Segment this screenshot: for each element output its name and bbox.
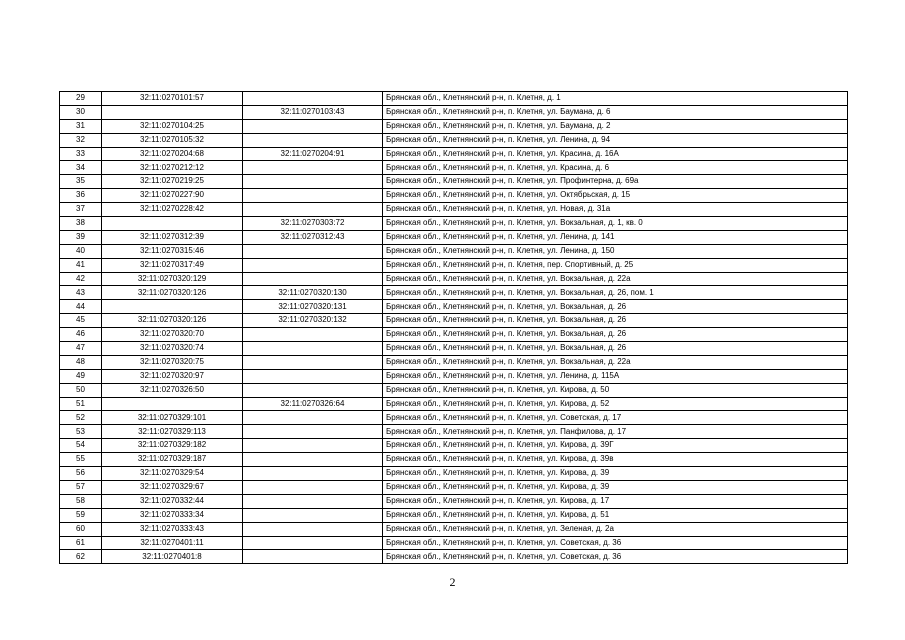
cadastral-number-cell: 32:11:0270320:70 [102, 328, 243, 342]
address-cell: Брянская обл., Клетнянский р-н, п. Клетня, ул. Вокзальная, д. 22а [383, 355, 848, 369]
address-cell: Брянская обл., Клетнянский р-н, п. Клетня, ул. Вокзальная, д. 26, пом. 1 [383, 286, 848, 300]
table-row [60, 147, 848, 161]
address-cell: Брянская обл., Клетнянский р-н, п. Клетня, ул. Панфилова, д. 17 [383, 425, 848, 439]
cadastral-number-cell: 32:11:0270329:113 [102, 425, 243, 439]
row-number-cell: 51 [60, 397, 102, 411]
related-cadastral-number-cell: 32:11:0270103:43 [243, 105, 383, 119]
related-cadastral-number-cell [243, 522, 383, 536]
table-row [60, 369, 848, 383]
cadastral-number-cell: 32:11:0270315:46 [102, 244, 243, 258]
cadastral-number-cell: 32:11:0270326:50 [102, 383, 243, 397]
cadastral-number-cell: 32:11:0270333:34 [102, 508, 243, 522]
row-number-cell: 59 [60, 508, 102, 522]
address-cell: Брянская обл., Клетнянский р-н, п. Клетня, ул. Вокзальная, д. 26 [383, 314, 848, 328]
address-cell: Брянская обл., Клетнянский р-н, п. Клетня, ул. Зеленая, д. 2а [383, 522, 848, 536]
address-cell: Брянская обл., Клетнянский р-н, п. Клетня, ул. Ленина, д. 115А [383, 369, 848, 383]
table-row [60, 286, 848, 300]
cadastral-table [59, 91, 848, 564]
related-cadastral-number-cell [243, 244, 383, 258]
table-row [60, 175, 848, 189]
related-cadastral-number-cell [243, 161, 383, 175]
table-row [60, 522, 848, 536]
row-number-cell: 45 [60, 314, 102, 328]
table-row [60, 439, 848, 453]
table-row [60, 244, 848, 258]
table-row [60, 230, 848, 244]
table-row [60, 258, 848, 272]
cadastral-number-cell [102, 217, 243, 231]
address-cell: Брянская обл., Клетнянский р-н, п. Клетня, ул. Вокзальная, д. 26 [383, 328, 848, 342]
table-row [60, 189, 848, 203]
address-cell: Брянская обл., Клетнянский р-н, п. Клетня, ул. Кирова, д. 39 [383, 467, 848, 481]
table-row [60, 425, 848, 439]
row-number-cell: 60 [60, 522, 102, 536]
row-number-cell: 31 [60, 119, 102, 133]
table-row [60, 550, 848, 564]
address-cell: Брянская обл., Клетнянский р-н, п. Клетня, ул. Октябрьская, д. 15 [383, 189, 848, 203]
address-cell: Брянская обл., Клетнянский р-н, п. Клетня, ул. Советская, д. 36 [383, 550, 848, 564]
address-cell: Брянская обл., Клетнянский р-н, п. Клетня, ул. Кирова, д. 39в [383, 453, 848, 467]
row-number-cell: 32 [60, 133, 102, 147]
table-row [60, 494, 848, 508]
table-row [60, 272, 848, 286]
row-number-cell: 29 [60, 92, 102, 106]
cadastral-number-cell: 32:11:0270401:8 [102, 550, 243, 564]
related-cadastral-number-cell [243, 369, 383, 383]
row-number-cell: 37 [60, 203, 102, 217]
cadastral-number-cell: 32:11:0270227:90 [102, 189, 243, 203]
address-cell: Брянская обл., Клетнянский р-н, п. Клетня, ул. Вокзальная, д. 26 [383, 300, 848, 314]
row-number-cell: 40 [60, 244, 102, 258]
row-number-cell: 57 [60, 480, 102, 494]
address-cell: Брянская обл., Клетнянский р-н, п. Клетня, ул. Баумана, д. 2 [383, 119, 848, 133]
cadastral-number-cell: 32:11:0270320:126 [102, 286, 243, 300]
table-row [60, 383, 848, 397]
related-cadastral-number-cell [243, 480, 383, 494]
cadastral-number-cell: 32:11:0270204:68 [102, 147, 243, 161]
address-cell: Брянская обл., Клетнянский р-н, п. Клетня, ул. Вокзальная, д. 26 [383, 342, 848, 356]
address-cell: Брянская обл., Клетнянский р-н, п. Клетня, ул. Кирова, д. 51 [383, 508, 848, 522]
cadastral-number-cell: 32:11:0270317:49 [102, 258, 243, 272]
cadastral-number-cell: 32:11:0270104:25 [102, 119, 243, 133]
cadastral-number-cell: 32:11:0270228:42 [102, 203, 243, 217]
row-number-cell: 35 [60, 175, 102, 189]
table-row [60, 355, 848, 369]
table-row [60, 453, 848, 467]
address-cell: Брянская обл., Клетнянский р-н, п. Клетня, ул. Кирова, д. 39 [383, 480, 848, 494]
related-cadastral-number-cell [243, 189, 383, 203]
cadastral-number-cell [102, 397, 243, 411]
cadastral-number-cell: 32:11:0270101:57 [102, 92, 243, 106]
related-cadastral-number-cell: 32:11:0270204:91 [243, 147, 383, 161]
row-number-cell: 47 [60, 342, 102, 356]
related-cadastral-number-cell [243, 411, 383, 425]
related-cadastral-number-cell: 32:11:0270303:72 [243, 217, 383, 231]
table-row [60, 342, 848, 356]
cadastral-number-cell: 32:11:0270212:12 [102, 161, 243, 175]
row-number-cell: 49 [60, 369, 102, 383]
address-cell: Брянская обл., Клетнянский р-н, п. Клетня, ул. Красина, д. 6 [383, 161, 848, 175]
cadastral-number-cell [102, 105, 243, 119]
related-cadastral-number-cell [243, 342, 383, 356]
table-row [60, 161, 848, 175]
address-cell: Брянская обл., Клетнянский р-н, п. Клетня, ул. Ленина, д. 150 [383, 244, 848, 258]
address-cell: Брянская обл., Клетнянский р-н, п. Клетня, ул. Кирова, д. 17 [383, 494, 848, 508]
table-row [60, 536, 848, 550]
related-cadastral-number-cell [243, 175, 383, 189]
table-row [60, 467, 848, 481]
table-row [60, 397, 848, 411]
row-number-cell: 42 [60, 272, 102, 286]
row-number-cell: 52 [60, 411, 102, 425]
row-number-cell: 58 [60, 494, 102, 508]
related-cadastral-number-cell: 32:11:0270312:43 [243, 230, 383, 244]
row-number-cell: 62 [60, 550, 102, 564]
related-cadastral-number-cell [243, 439, 383, 453]
table-row [60, 411, 848, 425]
cadastral-number-cell: 32:11:0270219:25 [102, 175, 243, 189]
address-cell: Брянская обл., Клетнянский р-н, п. Клетня, ул. Советская, д. 17 [383, 411, 848, 425]
related-cadastral-number-cell: 32:11:0270320:132 [243, 314, 383, 328]
row-number-cell: 61 [60, 536, 102, 550]
table-row [60, 314, 848, 328]
table-row [60, 480, 848, 494]
related-cadastral-number-cell [243, 425, 383, 439]
row-number-cell: 39 [60, 230, 102, 244]
related-cadastral-number-cell [243, 119, 383, 133]
cadastral-number-cell: 32:11:0270312:39 [102, 230, 243, 244]
row-number-cell: 55 [60, 453, 102, 467]
row-number-cell: 56 [60, 467, 102, 481]
table-body [60, 92, 848, 564]
related-cadastral-number-cell: 32:11:0270326:64 [243, 397, 383, 411]
table-row [60, 119, 848, 133]
cadastral-number-cell: 32:11:0270401:11 [102, 536, 243, 550]
address-cell: Брянская обл., Клетнянский р-н, п. Клетня, ул. Баумана, д. 6 [383, 105, 848, 119]
address-cell: Брянская обл., Клетнянский р-н, п. Клетня, пер. Спортивный, д. 25 [383, 258, 848, 272]
cadastral-number-cell: 32:11:0270329:182 [102, 439, 243, 453]
address-cell: Брянская обл., Клетнянский р-н, п. Клетня, ул. Ленина, д. 141 [383, 230, 848, 244]
related-cadastral-number-cell: 32:11:0270320:130 [243, 286, 383, 300]
table-row [60, 217, 848, 231]
related-cadastral-number-cell [243, 508, 383, 522]
address-cell: Брянская обл., Клетнянский р-н, п. Клетня, ул. Вокзальная, д. 1, кв. 0 [383, 217, 848, 231]
address-cell: Брянская обл., Клетнянский р-н, п. Клетня, ул. Кирова, д. 52 [383, 397, 848, 411]
address-cell: Брянская обл., Клетнянский р-н, п. Клетня, ул. Красина, д. 16А [383, 147, 848, 161]
row-number-cell: 34 [60, 161, 102, 175]
related-cadastral-number-cell [243, 550, 383, 564]
address-cell: Брянская обл., Клетнянский р-н, п. Клетня, ул. Вокзальная, д. 22а [383, 272, 848, 286]
row-number-cell: 33 [60, 147, 102, 161]
row-number-cell: 41 [60, 258, 102, 272]
address-cell: Брянская обл., Клетнянский р-н, п. Клетня, д. 1 [383, 92, 848, 106]
related-cadastral-number-cell: 32:11:0270320:131 [243, 300, 383, 314]
row-number-cell: 54 [60, 439, 102, 453]
address-cell: Брянская обл., Клетнянский р-н, п. Клетня, ул. Профинтерна, д. 69а [383, 175, 848, 189]
cadastral-number-cell: 32:11:0270329:67 [102, 480, 243, 494]
table-row [60, 508, 848, 522]
row-number-cell: 50 [60, 383, 102, 397]
related-cadastral-number-cell [243, 272, 383, 286]
cadastral-number-cell: 32:11:0270105:32 [102, 133, 243, 147]
address-cell: Брянская обл., Клетнянский р-н, п. Клетня, ул. Кирова, д. 39Г [383, 439, 848, 453]
table-row [60, 105, 848, 119]
cadastral-number-cell: 32:11:0270320:129 [102, 272, 243, 286]
cadastral-number-cell: 32:11:0270320:126 [102, 314, 243, 328]
address-cell: Брянская обл., Клетнянский р-н, п. Клетня, ул. Советская, д. 36 [383, 536, 848, 550]
row-number-cell: 43 [60, 286, 102, 300]
address-cell: Брянская обл., Клетнянский р-н, п. Клетня, ул. Кирова, д. 50 [383, 383, 848, 397]
cadastral-number-cell: 32:11:0270320:97 [102, 369, 243, 383]
related-cadastral-number-cell [243, 258, 383, 272]
table-row [60, 203, 848, 217]
cadastral-number-cell: 32:11:0270332:44 [102, 494, 243, 508]
row-number-cell: 44 [60, 300, 102, 314]
related-cadastral-number-cell [243, 494, 383, 508]
related-cadastral-number-cell [243, 453, 383, 467]
cadastral-number-cell: 32:11:0270329:54 [102, 467, 243, 481]
related-cadastral-number-cell [243, 92, 383, 106]
table-row [60, 300, 848, 314]
related-cadastral-number-cell [243, 467, 383, 481]
related-cadastral-number-cell [243, 133, 383, 147]
row-number-cell: 36 [60, 189, 102, 203]
address-cell: Брянская обл., Клетнянский р-н, п. Клетня, ул. Новая, д. 31а [383, 203, 848, 217]
cadastral-number-cell: 32:11:0270320:75 [102, 355, 243, 369]
related-cadastral-number-cell [243, 328, 383, 342]
table-row [60, 92, 848, 106]
row-number-cell: 46 [60, 328, 102, 342]
row-number-cell: 48 [60, 355, 102, 369]
row-number-cell: 53 [60, 425, 102, 439]
cadastral-number-cell: 32:11:0270320:74 [102, 342, 243, 356]
row-number-cell: 30 [60, 105, 102, 119]
related-cadastral-number-cell [243, 203, 383, 217]
related-cadastral-number-cell [243, 355, 383, 369]
cadastral-number-cell: 32:11:0270329:187 [102, 453, 243, 467]
table-row [60, 328, 848, 342]
row-number-cell: 38 [60, 217, 102, 231]
table-row [60, 133, 848, 147]
page-number: 2 [449, 575, 456, 589]
related-cadastral-number-cell [243, 536, 383, 550]
cadastral-number-cell: 32:11:0270329:101 [102, 411, 243, 425]
cadastral-number-cell [102, 300, 243, 314]
cadastral-number-cell: 32:11:0270333:43 [102, 522, 243, 536]
related-cadastral-number-cell [243, 383, 383, 397]
address-cell: Брянская обл., Клетнянский р-н, п. Клетня, ул. Ленина, д. 94 [383, 133, 848, 147]
